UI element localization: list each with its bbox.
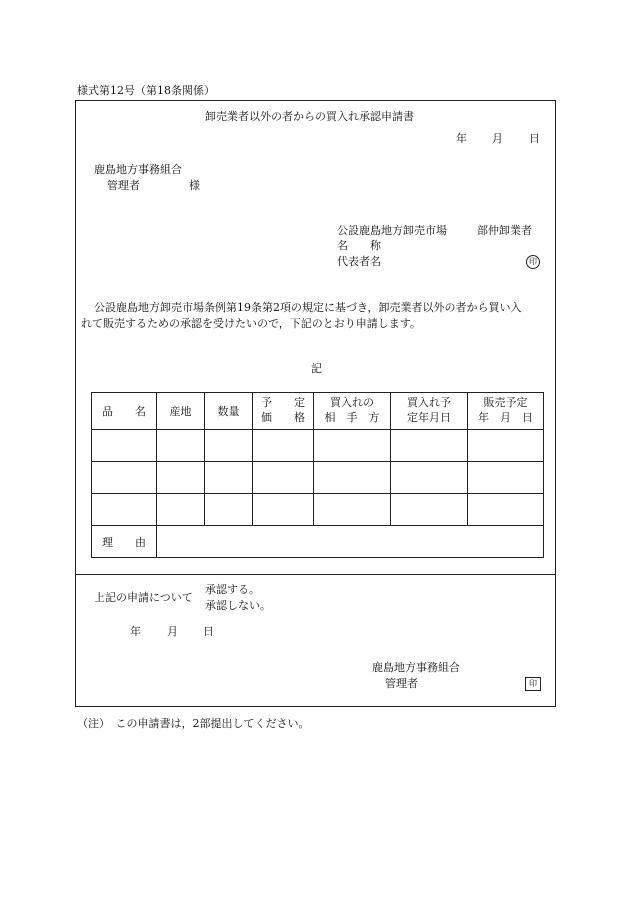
header-purchase-date: 買入れ予 定年月日 <box>391 393 468 430</box>
cell-sale-date[interactable] <box>468 430 544 462</box>
header-quantity: 数量 <box>205 393 253 430</box>
issuer-seal-icon: 印 <box>525 677 541 691</box>
cell-partner[interactable] <box>314 494 391 526</box>
header-origin: 産地 <box>157 393 205 430</box>
cell-price[interactable] <box>253 430 314 462</box>
addressee-suffix: 様 <box>189 179 200 192</box>
header-sale-date: 販売予定 年 月 日 <box>468 393 544 430</box>
reason-value[interactable] <box>157 526 544 558</box>
applicant-seal-icon: 印 <box>526 255 540 269</box>
applicant-market: 公設鹿島地方卸売市場 <box>337 224 447 237</box>
reason-row <box>92 526 544 558</box>
date-month: 月 <box>492 132 503 145</box>
cell-item[interactable] <box>92 430 157 462</box>
cell-quantity[interactable] <box>205 430 253 462</box>
header-price: 予 定 価 格 <box>253 393 314 430</box>
table-row <box>92 494 544 526</box>
cell-purchase-date[interactable] <box>391 462 468 494</box>
body-line-1: 公設鹿島地方卸売市場条例第19条第2項の規定に基づき，卸売業者以外の者から買い入 <box>94 301 522 314</box>
cell-item[interactable] <box>92 462 157 494</box>
approval-option-reject: 承認しない。 <box>205 599 271 612</box>
table-header-row <box>92 393 544 430</box>
approval-lead: 上記の申請について <box>94 591 193 604</box>
form-number: 様式第12号（第18条関係） <box>77 84 215 97</box>
applicant-category: 部仲卸業者 <box>477 224 532 237</box>
cell-origin[interactable] <box>157 430 205 462</box>
cell-price[interactable] <box>253 494 314 526</box>
table-row <box>92 462 544 494</box>
ki-marker: 記 <box>311 362 322 375</box>
header-item: 品 名 <box>92 393 157 430</box>
cell-partner[interactable] <box>314 430 391 462</box>
cell-purchase-date[interactable] <box>391 494 468 526</box>
applicant-name-label: 名 称 <box>337 239 381 252</box>
cell-sale-date[interactable] <box>468 462 544 494</box>
approval-divider <box>75 574 556 575</box>
items-table <box>91 392 544 558</box>
addressee-role: 管理者 <box>107 179 140 192</box>
cell-price[interactable] <box>253 462 314 494</box>
cell-sale-date[interactable] <box>468 494 544 526</box>
applicant-rep-label: 代表者名 <box>337 255 381 268</box>
approval-option-approve: 承認する。 <box>205 583 260 596</box>
form-title: 卸売業者以外の者からの買入れ承認申請書 <box>205 110 414 123</box>
issuer-role: 管理者 <box>385 677 418 690</box>
approval-date-day: 日 <box>203 625 214 638</box>
cell-quantity[interactable] <box>205 462 253 494</box>
body-line-2: れて販売するための承認を受けたいので，下記のとおり申請します。 <box>81 317 421 330</box>
header-partner: 買入れの 相 手 方 <box>314 393 391 430</box>
cell-origin[interactable] <box>157 462 205 494</box>
cell-partner[interactable] <box>314 462 391 494</box>
date-day: 日 <box>529 132 540 145</box>
approval-date-year: 年 <box>130 625 141 638</box>
footer-note: （注） この申請書は，2部提出してください。 <box>77 717 310 730</box>
reason-label: 理 由 <box>92 526 157 558</box>
approval-date-month: 月 <box>167 625 178 638</box>
addressee-org: 鹿島地方事務組合 <box>94 163 182 176</box>
date-year: 年 <box>456 132 467 145</box>
cell-item[interactable] <box>92 494 157 526</box>
table-row <box>92 430 544 462</box>
cell-quantity[interactable] <box>205 494 253 526</box>
cell-purchase-date[interactable] <box>391 430 468 462</box>
issuer-org: 鹿島地方事務組合 <box>372 661 460 674</box>
cell-origin[interactable] <box>157 494 205 526</box>
